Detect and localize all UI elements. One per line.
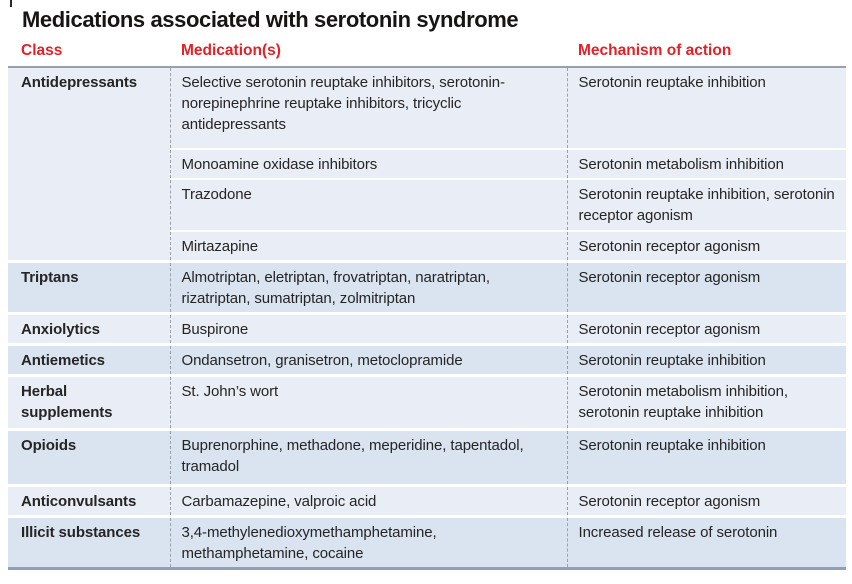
medications-cell: Ondansetron, granisetron, metoclopramide — [170, 345, 567, 376]
class-cell: Anxiolytics — [8, 314, 170, 345]
table-row — [8, 67, 846, 149]
mechanism-cell: Serotonin receptor agonism — [567, 486, 846, 517]
class-cell: Illicit substances — [8, 517, 170, 569]
table-row — [8, 262, 846, 314]
medications-cell: Mirtazapine — [170, 231, 567, 262]
class-cell: Antidepressants — [8, 67, 170, 262]
table-row — [8, 430, 846, 486]
mechanism-cell: Serotonin metabolism inhibition — [567, 149, 846, 179]
mechanism-cell: Serotonin reuptake inhibition, serotonin receptor agonism — [567, 179, 846, 231]
class-cell: Herbal supplements — [8, 376, 170, 430]
medications-cell: Almotriptan, eletriptan, frovatriptan, naratriptan, rizatriptan, sumatriptan, zolmitriptan — [170, 262, 567, 314]
mechanism-cell: Increased release of serotonin — [567, 517, 846, 569]
medications-table — [8, 40, 846, 570]
medications-cell: Buspirone — [170, 314, 567, 345]
class-cell: Opioids — [8, 430, 170, 486]
table-header-row — [8, 40, 846, 67]
table-row — [8, 314, 846, 345]
class-cell: Antiemetics — [8, 345, 170, 376]
medications-cell: Buprenorphine, methadone, meperidine, tapentadol, tramadol — [170, 430, 567, 486]
medications-cell: Carbamazepine, valproic acid — [170, 486, 567, 517]
column-header-mechanism: Mechanism of action — [567, 40, 846, 67]
medications-cell: Trazodone — [170, 179, 567, 231]
column-header-medications: Medication(s) — [170, 40, 567, 67]
crop-artifact-mark — [10, 0, 12, 7]
medications-cell: Selective serotonin reuptake inhibitors, serotonin-norepinephrine reuptake inhibitors, tricyclic antidepressants — [170, 67, 567, 149]
medications-cell: Monoamine oxidase inhibitors — [170, 149, 567, 179]
mechanism-cell: Serotonin reuptake inhibition — [567, 67, 846, 149]
table-row — [8, 486, 846, 517]
page-title: Medications associated with serotonin syndrome — [22, 7, 519, 32]
column-header-class: Class — [8, 40, 170, 67]
mechanism-cell: Serotonin receptor agonism — [567, 231, 846, 262]
table-row — [8, 517, 846, 569]
mechanism-cell: Serotonin reuptake inhibition — [567, 345, 846, 376]
mechanism-cell: Serotonin reuptake inhibition — [567, 430, 846, 486]
mechanism-cell: Serotonin receptor agonism — [567, 314, 846, 345]
class-cell: Anticonvulsants — [8, 486, 170, 517]
medications-cell: 3,4-methylenedioxymethamphetamine, methamphetamine, cocaine — [170, 517, 567, 569]
table-row — [8, 376, 846, 430]
mechanism-cell: Serotonin receptor agonism — [567, 262, 846, 314]
medications-cell: St. John’s wort — [170, 376, 567, 430]
table-row — [8, 345, 846, 376]
class-cell: Triptans — [8, 262, 170, 314]
mechanism-cell: Serotonin metabolism inhibition, serotonin reuptake inhibition — [567, 376, 846, 430]
